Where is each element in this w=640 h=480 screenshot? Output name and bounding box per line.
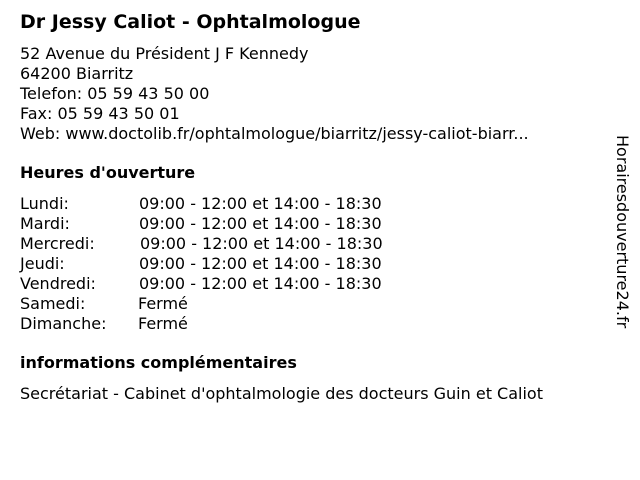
info-text: Secrétariat - Cabinet d'ophtalmologie des docteurs Guin et Caliot (20, 384, 543, 403)
info-heading: informations complémentaires (20, 353, 297, 372)
time-value: 09:00 - 12:00 et 14:00 - 18:30 (140, 234, 383, 253)
fax-number: Fax: 05 59 43 50 01 (20, 104, 180, 123)
time-value: 09:00 - 12:00 et 14:00 - 18:30 (139, 254, 382, 273)
time-value: 09:00 - 12:00 et 14:00 - 18:30 (139, 194, 382, 213)
phone-number: Telefon: 05 59 43 50 00 (20, 84, 210, 103)
city-postcode: 64200 Biarritz (20, 64, 134, 83)
time-value: Fermé (138, 294, 188, 313)
time-value: 09:00 - 12:00 et 14:00 - 18:30 (139, 214, 382, 233)
day-label: Vendredi: (20, 274, 96, 293)
page-title: Dr Jessy Caliot - Ophtalmologue (20, 11, 361, 33)
hours-heading: Heures d'ouverture (20, 163, 196, 182)
day-label: Mardi: (20, 214, 70, 233)
site-watermark: Horairesdouverture24.fr (613, 135, 632, 329)
time-value: 09:00 - 12:00 et 14:00 - 18:30 (139, 274, 382, 293)
day-label: Lundi: (20, 194, 69, 213)
time-value: Fermé (138, 314, 188, 333)
day-label: Mercredi: (20, 234, 95, 253)
website-link: Web: www.doctolib.fr/ophtalmologue/biarritz/jessy-caliot-biarr... (20, 124, 529, 143)
day-label: Samedi: (20, 294, 86, 313)
street-address: 52 Avenue du Président J F Kennedy (20, 44, 309, 63)
day-label: Dimanche: (20, 314, 107, 333)
day-label: Jeudi: (20, 254, 65, 273)
contact-details (20, 44, 529, 144)
